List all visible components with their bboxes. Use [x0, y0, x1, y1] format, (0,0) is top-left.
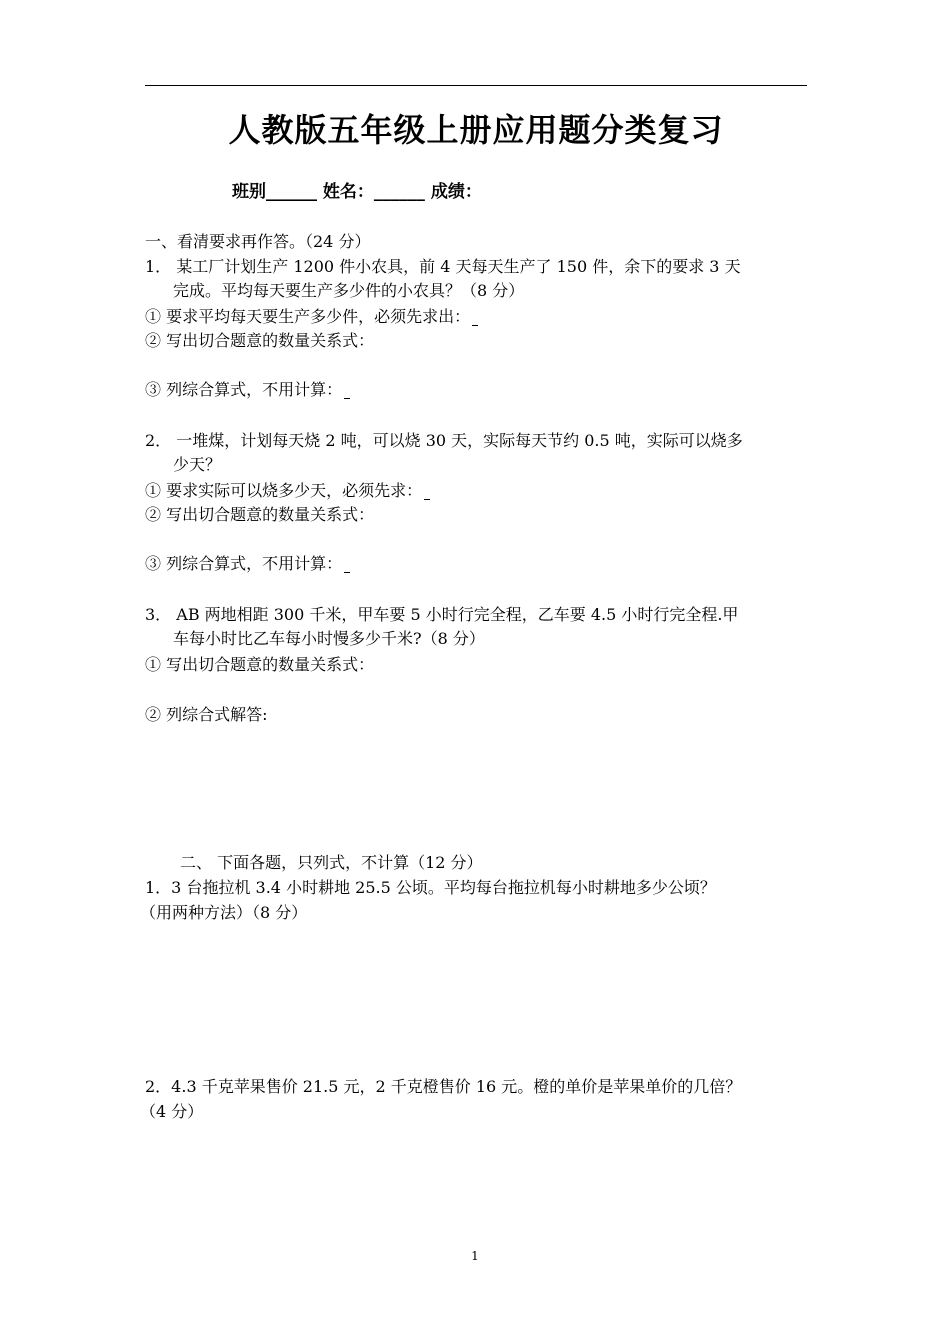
q2-subquestion-a-text: ① 要求实际可以烧多少天，必须先求：	[145, 481, 423, 500]
page-number: 1	[471, 1249, 479, 1263]
s2-q2-text-line2: （4 分）	[140, 1102, 204, 1121]
section1-heading: 一、看清要求再作答。（24 分）	[145, 232, 371, 251]
student-info-line: 班别______ 姓名：______ 成绩：	[232, 182, 482, 202]
header-rule	[145, 85, 807, 86]
answer-blank	[472, 309, 478, 326]
q2-text-line2: 少天？	[173, 455, 222, 474]
q2-subquestion-b: ② 写出切合题意的数量关系式：	[145, 505, 375, 524]
q1-text-line2: 完成。平均每天要生产多少件的小农具？（8 分）	[173, 281, 525, 300]
q1-subquestion-b: ② 写出切合题意的数量关系式：	[145, 331, 375, 350]
q1-text-line1: 1． 某工厂计划生产 1200 件小农具，前 4 天每天生产了 150 件，余下的要求 3 天	[145, 257, 741, 276]
q3-text-line2: 车每小时比乙车每小时慢多少千米?（8 分）	[173, 629, 485, 648]
answer-blank	[344, 556, 350, 573]
section2-heading: 二、 下面各题，只列式，不计算（12 分）	[180, 853, 483, 872]
q3-subquestion-a: ① 写出切合题意的数量关系式：	[145, 655, 375, 674]
q2-subquestion-c	[145, 552, 807, 576]
document-title: 人教版五年级上册应用题分类复习	[228, 111, 724, 149]
s2-q2-text-line1: 2．4.3 千克苹果售价 21.5 元，2 千克橙售价 16 元。橙的单价是苹果单价的几倍？	[145, 1077, 742, 1096]
s2-q1-text-line2: （用两种方法）（8 分）	[140, 903, 308, 922]
q1-subquestion-a	[145, 305, 807, 329]
answer-blank	[424, 483, 430, 500]
q2-subquestion-c-text: ③ 列综合算式，不用计算：	[145, 554, 343, 573]
q1-subquestion-c-text: ③ 列综合算式，不用计算：	[145, 380, 343, 399]
q2-subquestion-a	[145, 479, 807, 503]
q3-text-line1: 3． AB 两地相距 300 千米，甲车要 5 小时行完全程，乙车要 4.5 小时行完全程.甲	[145, 605, 739, 624]
answer-blank	[344, 382, 350, 399]
q1-subquestion-a-text: ① 要求平均每天要生产多少件，必须先求出：	[145, 307, 471, 326]
s2-q1-text-line1: 1．3 台拖拉机 3.4 小时耕地 25.5 公顷。平均每台拖拉机每小时耕地多少公顷？	[145, 878, 716, 897]
q1-subquestion-c	[145, 378, 807, 402]
q3-subquestion-b: ② 列综合式解答:	[145, 705, 268, 724]
q2-text-line1: 2． 一堆煤，计划每天烧 2 吨，可以烧 30 天，实际每天节约 0.5 吨，实际可以烧多	[145, 431, 743, 450]
